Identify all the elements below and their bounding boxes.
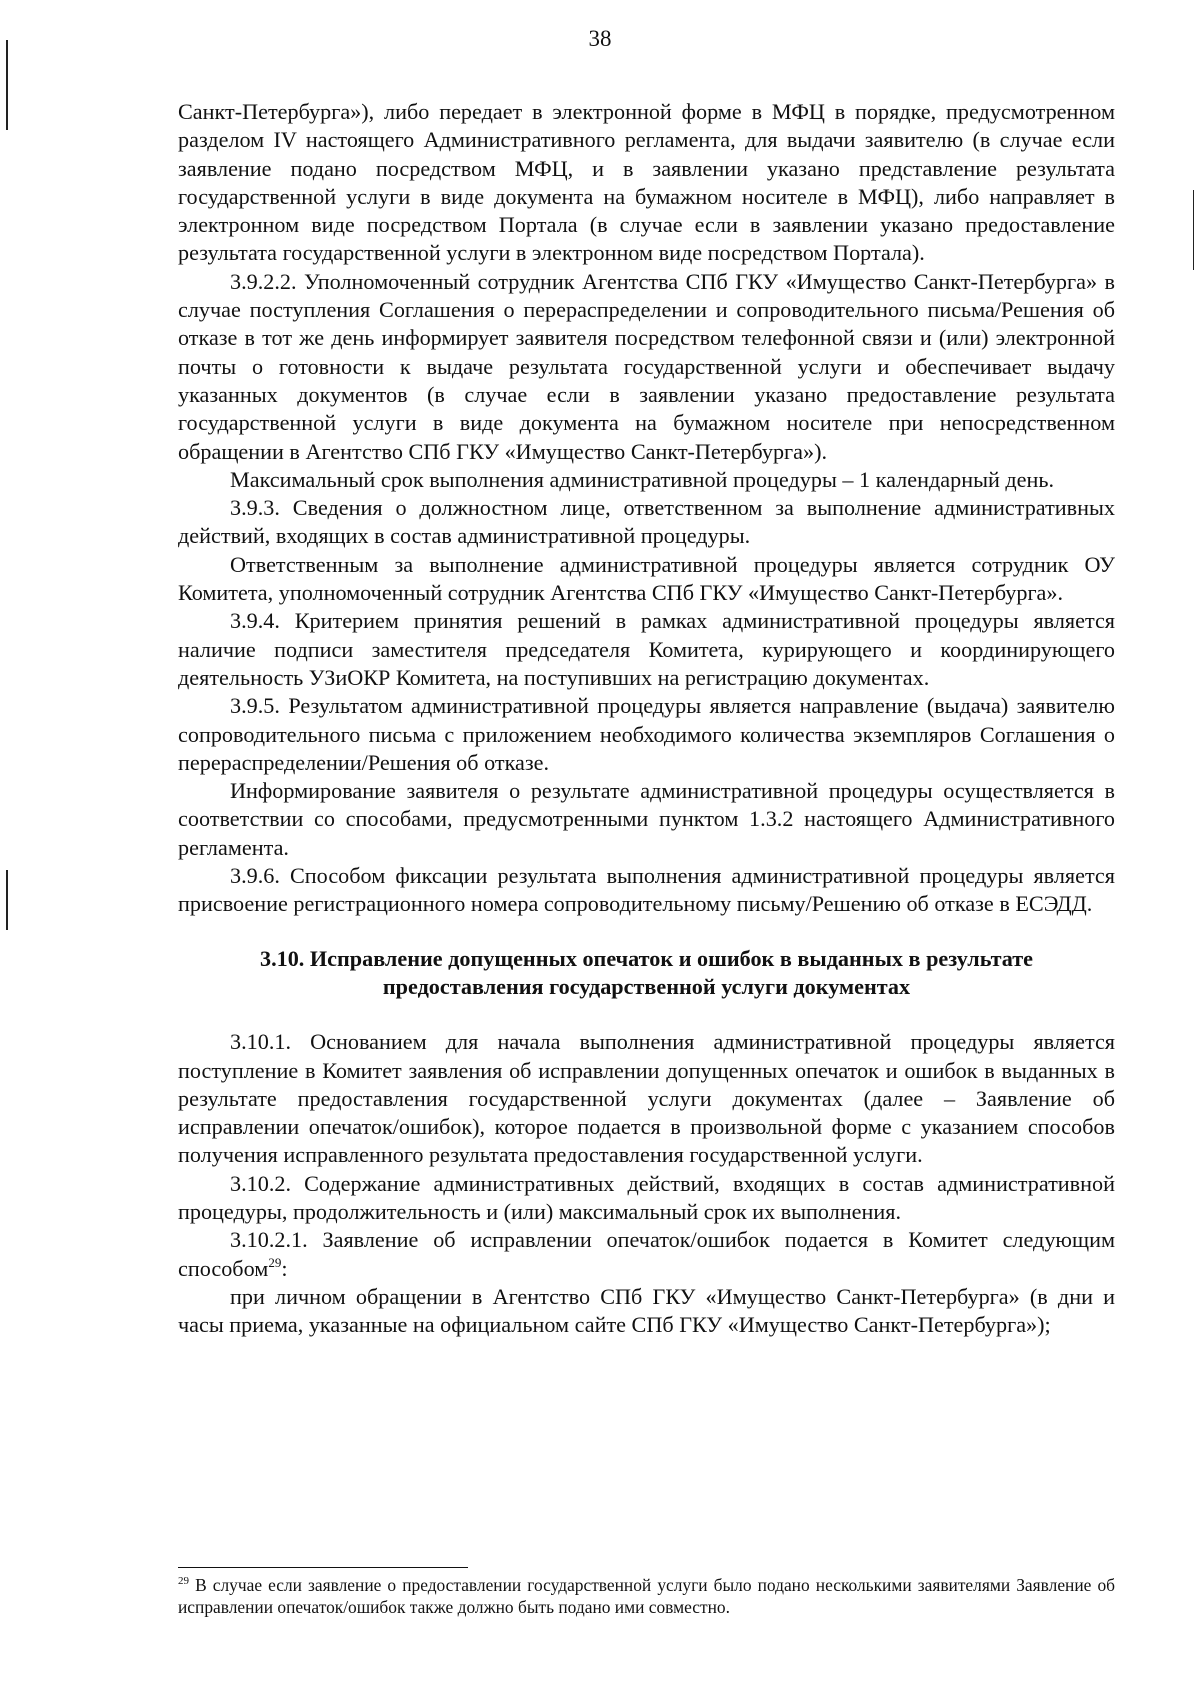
- paragraph: 3.10.1. Основанием для начала выполнения административной процедуры является поступление в Комитет заявления об исправлении допущенных опечаток и ошибок в выданных в результате предоставления государственной услуги документах (далее – Заявление об исправлении опечаток/ошибок), которое подается в произвольной форме с указанием способов получения исправленного результата предоставления государственной услуги.: [178, 1029, 1115, 1168]
- document-body: [178, 98, 1115, 1339]
- scan-margin-mark: [6, 40, 8, 130]
- paragraph: 3.9.4. Критерием принятия решений в рамках административной процедуры является наличие подписи заместителя председателя Комитета, курирующего и координирующего деятельность УЗиОКР Комитета, на поступивших на регистрацию документах.: [178, 608, 1115, 690]
- footnote: [178, 1574, 1115, 1618]
- page-number: 38: [588, 26, 612, 51]
- section-heading: [178, 945, 1115, 1002]
- section-heading-line: 3.10. Исправление допущенных опечаток и ошибок в выданных в результате: [259, 945, 1034, 971]
- paragraph: Ответственным за выполнение административной процедуры является сотрудник ОУ Комитета, уполномоченный сотрудник Агентства СПб ГКУ «Имущество Санкт-Петербурга».: [178, 551, 1115, 606]
- scan-margin-mark: [6, 870, 8, 930]
- paragraph: 3.9.5. Результатом административной процедуры является направление (выдача) заявителю сопроводительного письма с приложением необходимого количества экземпляров Соглашения о перераспределении/Решения об отказе.: [178, 693, 1115, 775]
- paragraph: Максимальный срок выполнения административной процедуры – 1 календарный день.: [230, 466, 1055, 492]
- scan-margin-mark: [1193, 190, 1194, 270]
- paragraph: 3.9.6. Способом фиксации результата выполнения административной процедуры является присвоение регистрационного номера сопроводительному письму/Решению об отказе в ЕСЭДД.: [178, 863, 1115, 917]
- paragraph-text: 3.10.2.1. Заявление об исправлении опечаток/ошибок подается в Комитет следующим способом: [178, 1227, 1115, 1281]
- footnote-separator: [178, 1567, 468, 1568]
- paragraph: 3.9.3. Сведения о должностном лице, ответственном за выполнение административных действий, входящих в состав административной процедуры.: [178, 495, 1115, 549]
- footnote-text: В случае если заявление о предоставлении государственной услуги было подано несколькими заявителями Заявление об исправлении опечаток/ошибок также должно быть подано ими совместно.: [178, 1575, 1115, 1617]
- paragraph: Санкт-Петербурга»), либо передает в электронной форме в МФЦ в порядке, предусмотренном разделом IV настоящего Административного регламента, для выдачи заявителю (в случае если заявление подано посредством МФЦ, и в заявлении указано представление результата государственной услуги в виде документа на бумажном носителе в МФЦ), либо направляет в электронном виде посредством Портала (в случае если в заявлении указано предоставление результата государственной услуги в электронном виде посредством Портала).: [178, 99, 1115, 266]
- paragraph-with-footnote: [178, 1226, 1115, 1283]
- section-heading-line: предоставления государственной услуги документах: [382, 973, 911, 999]
- paragraph-tail: :: [281, 1255, 288, 1281]
- paragraph: Информирование заявителя о результате административной процедуры осуществляется в соответствии со способами, предусмотренными пунктом 1.3.2 настоящего Административного регламента.: [178, 778, 1115, 860]
- paragraph: при личном обращении в Агентство СПб ГКУ «Имущество Санкт-Петербурга» (в дни и часы приема, указанные на официальном сайте СПб ГКУ «Имущество Санкт-Петербурга»);: [178, 1283, 1115, 1338]
- paragraph: 3.9.2.2. Уполномоченный сотрудник Агентства СПб ГКУ «Имущество Санкт-Петербурга» в случае поступления Соглашения о перераспределении и сопроводительного письма/Решения об отказе в тот же день информирует заявителя посредством телефонной связи и (или) электронной почты о готовности к выдаче результата государственной услуги и обеспечивает выдачу указанных документов (в случае если в заявлении указано предоставление результата государственной услуги в виде документа на бумажном носителе при непосредственном обращении в Агентство СПб ГКУ «Имущество Санкт-Петербурга»).: [178, 268, 1115, 464]
- paragraph: 3.10.2. Содержание административных действий, входящих в состав административной процедуры, продолжительность и (или) максимальный срок их выполнения.: [178, 1170, 1115, 1224]
- footnote-reference[interactable]: 29: [268, 1254, 282, 1270]
- footnote-mark: 29: [178, 1575, 189, 1587]
